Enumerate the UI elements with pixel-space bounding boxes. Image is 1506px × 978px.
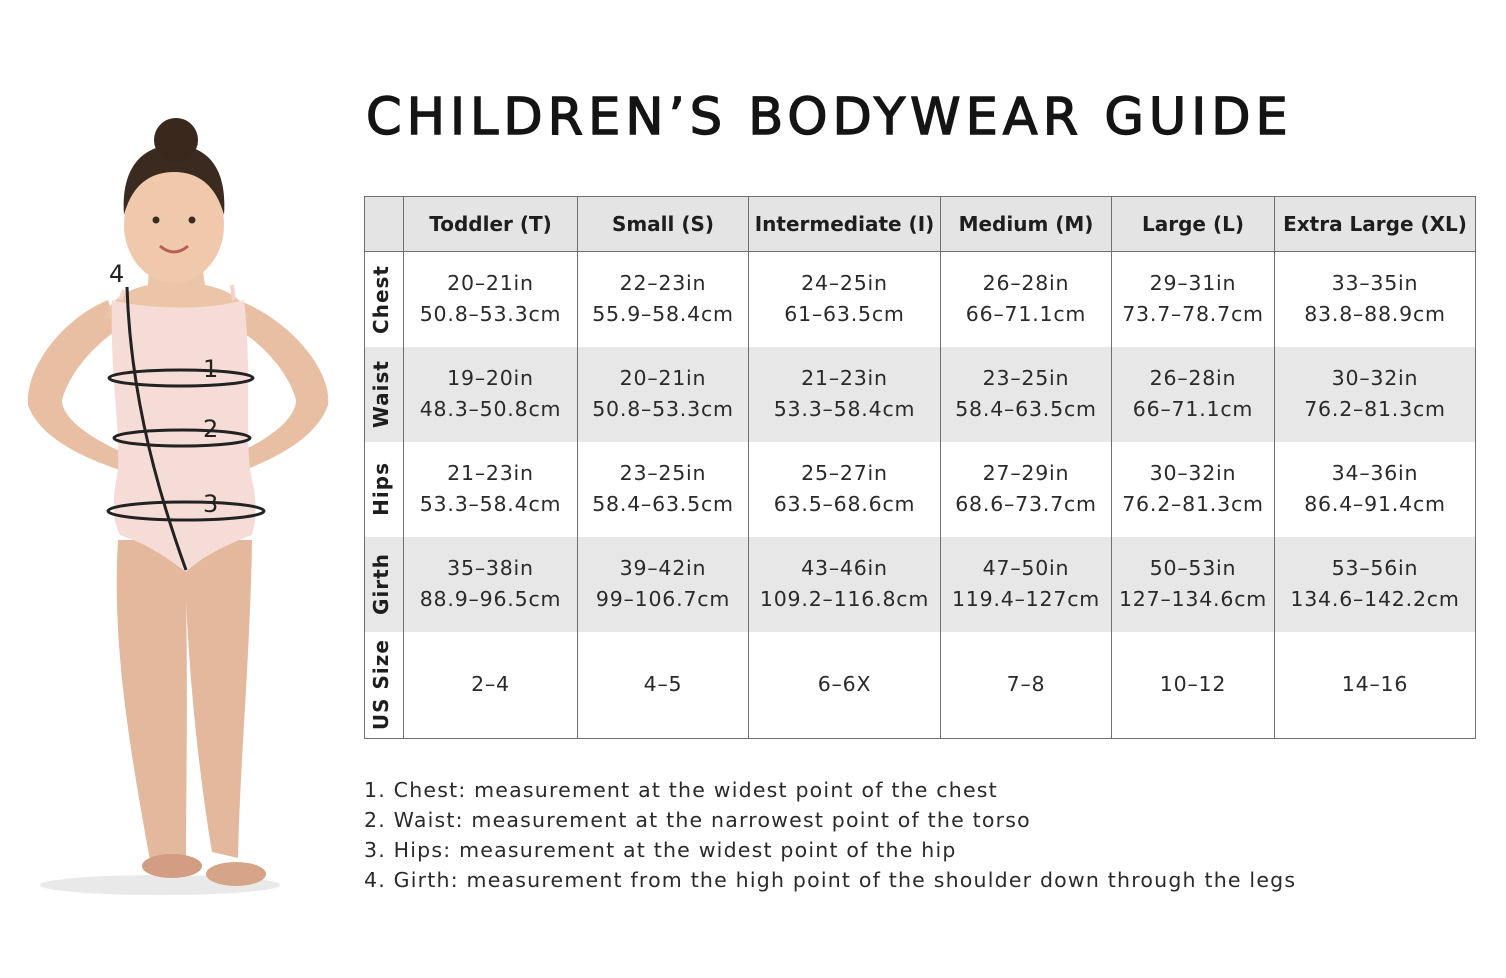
cell-line-secondary: 61–63.5cm [784,302,905,327]
table-cell [404,252,578,347]
cell-line-primary: 23–25in [982,366,1070,390]
table-cell [578,442,749,537]
cell-line-primary: 27–29in [982,461,1070,485]
cell-line-primary: 24–25in [801,271,888,296]
table-cell [1112,632,1275,739]
table-cell [1275,537,1476,632]
cell-line-primary: 25–27in [801,461,888,485]
cell-line-secondary: 66–71.1cm [1132,397,1254,421]
cell-line-secondary: 48.3–50.8cm [419,397,562,421]
table-cell [749,347,941,442]
table-row [365,347,1476,442]
right-arm [238,300,328,470]
hair-bun [154,118,198,162]
right-eye [189,217,196,224]
cell-line-secondary: 63.5–68.6cm [773,492,916,516]
left-eye [153,217,160,224]
left-arm [28,300,122,470]
table-cell [1112,347,1275,442]
cell-line-secondary: 127–134.6cm [1118,587,1268,611]
row-label-cell [365,252,404,347]
child-model-figure [0,110,350,910]
table-row [365,632,1476,739]
cell-line-primary: 2–4 [471,672,510,697]
table-cell [941,252,1112,347]
note-item: 1. Chest: measurement at the widest point of the chest [364,778,998,802]
cell-line-secondary: 109.2–116.8cm [759,587,930,611]
marker-4: 4 [109,260,125,288]
table-cell [1112,442,1275,537]
cell-line-primary: 39–42in [619,556,707,580]
cell-line-secondary: 76.2–81.3cm [1304,397,1446,421]
cell-line-secondary: 134.6–142.2cm [1290,587,1460,611]
cell-line-secondary: 119.4–127cm [951,587,1101,611]
measurement-notes [364,775,1296,895]
table-cell [941,347,1112,442]
note-item: 2. Waist: measurement at the narrowest point of the torso [364,808,1031,832]
table-cell [749,442,941,537]
cell-line-secondary: 53.3–58.4cm [773,397,916,421]
table-header-row [365,197,1476,252]
header-corner [365,197,404,252]
note-item: 4. Girth: measurement from the high point of the shoulder down through the legs [364,868,1297,892]
cell-line-primary: 4–5 [643,672,683,697]
table-cell [749,537,941,632]
cell-line-secondary: 73.7–78.7cm [1122,302,1264,327]
cell-line-primary: 23–25in [619,461,707,485]
row-label-cell [365,632,404,739]
column-header: Large (L) [1112,197,1275,252]
size-chart-table [364,196,1476,739]
table-cell [578,347,749,442]
left-ballet-shoe [142,854,202,878]
column-header: Small (S) [578,197,749,252]
marker-1: 1 [203,355,219,383]
cell-line-secondary: 53.3–58.4cm [419,492,562,516]
cell-line-secondary: 55.9–58.4cm [592,302,734,327]
right-strap [232,285,234,300]
row-label-cell [365,537,404,632]
cell-line-primary: 26–28in [982,271,1070,296]
page-title: CHILDREN’S BODYWEAR GUIDE [366,88,1293,147]
column-header: Extra Large (XL) [1275,197,1476,252]
cell-line-primary: 26–28in [1149,366,1237,390]
cell-line-secondary: 99–106.7cm [595,587,731,611]
cell-line-primary: 21–23in [801,366,888,390]
cell-line-secondary: 86.4–91.4cm [1304,492,1446,516]
right-ballet-shoe [206,862,266,886]
cell-line-primary: 20–21in [619,366,707,390]
row-label: Chest [369,264,393,334]
table-cell [404,347,578,442]
row-label-cell [365,442,404,537]
column-header: Toddler (T) [404,197,578,252]
table-cell [749,632,941,739]
cell-line-primary: 50–53in [1149,556,1237,580]
table-cell [1275,632,1476,739]
table-cell [1275,252,1476,347]
cell-line-primary: 30–32in [1331,366,1419,390]
table-row [365,537,1476,632]
table-cell [404,442,578,537]
cell-line-primary: 47–50in [982,556,1070,580]
table-cell [578,537,749,632]
table-cell [1112,252,1275,347]
table-cell [404,632,578,739]
table-cell [1112,537,1275,632]
row-label: US Size [369,639,393,731]
table-cell [1275,442,1476,537]
legs [117,540,252,862]
cell-line-primary: 29–31in [1149,271,1237,296]
column-header: Medium (M) [941,197,1112,252]
cell-line-primary: 53–56in [1331,556,1419,580]
cell-line-primary: 14–16 [1341,672,1409,697]
note-item: 3. Hips: measurement at the widest point of the hip [364,838,957,862]
cell-line-primary: 22–23in [619,271,707,296]
table-cell [578,632,749,739]
column-header: Intermediate (I) [749,197,941,252]
table-cell [749,252,941,347]
cell-line-primary: 33–35in [1331,271,1419,296]
cell-line-secondary: 76.2–81.3cm [1122,492,1264,516]
cell-line-primary: 20–21in [447,271,534,296]
marker-2: 2 [203,415,219,443]
cell-line-primary: 10–12 [1159,672,1227,697]
cell-line-secondary: 66–71.1cm [965,302,1087,327]
cell-line-secondary: 50.8–53.3cm [592,397,734,421]
table-cell [941,632,1112,739]
marker-3: 3 [203,490,219,518]
table-body [365,252,1476,739]
cell-line-secondary: 88.9–96.5cm [419,587,562,611]
table-row [365,252,1476,347]
cell-line-primary: 43–46in [801,556,888,580]
cell-line-primary: 6–6X [817,672,872,697]
cell-line-primary: 34–36in [1331,461,1419,485]
table-cell [941,537,1112,632]
row-label: Girth [369,553,393,615]
cell-line-secondary: 58.4–63.5cm [955,397,1097,421]
cell-line-primary: 21–23in [447,461,534,485]
row-label-cell [365,347,404,442]
table-cell [1275,347,1476,442]
pink-leotard [112,300,256,572]
table-cell [578,252,749,347]
cell-line-secondary: 50.8–53.3cm [419,302,562,327]
cell-line-primary: 7–8 [1006,672,1046,697]
cell-line-primary: 30–32in [1149,461,1237,485]
table-cell [404,537,578,632]
cell-line-secondary: 68.6–73.7cm [955,492,1097,516]
cell-line-secondary: 58.4–63.5cm [592,492,734,516]
row-label: Hips [369,462,393,516]
table-row [365,442,1476,537]
cell-line-primary: 35–38in [447,556,534,580]
row-label: Waist [369,359,393,429]
cell-line-secondary: 83.8–88.9cm [1304,302,1446,327]
table-cell [941,442,1112,537]
cell-line-primary: 19–20in [447,366,534,390]
